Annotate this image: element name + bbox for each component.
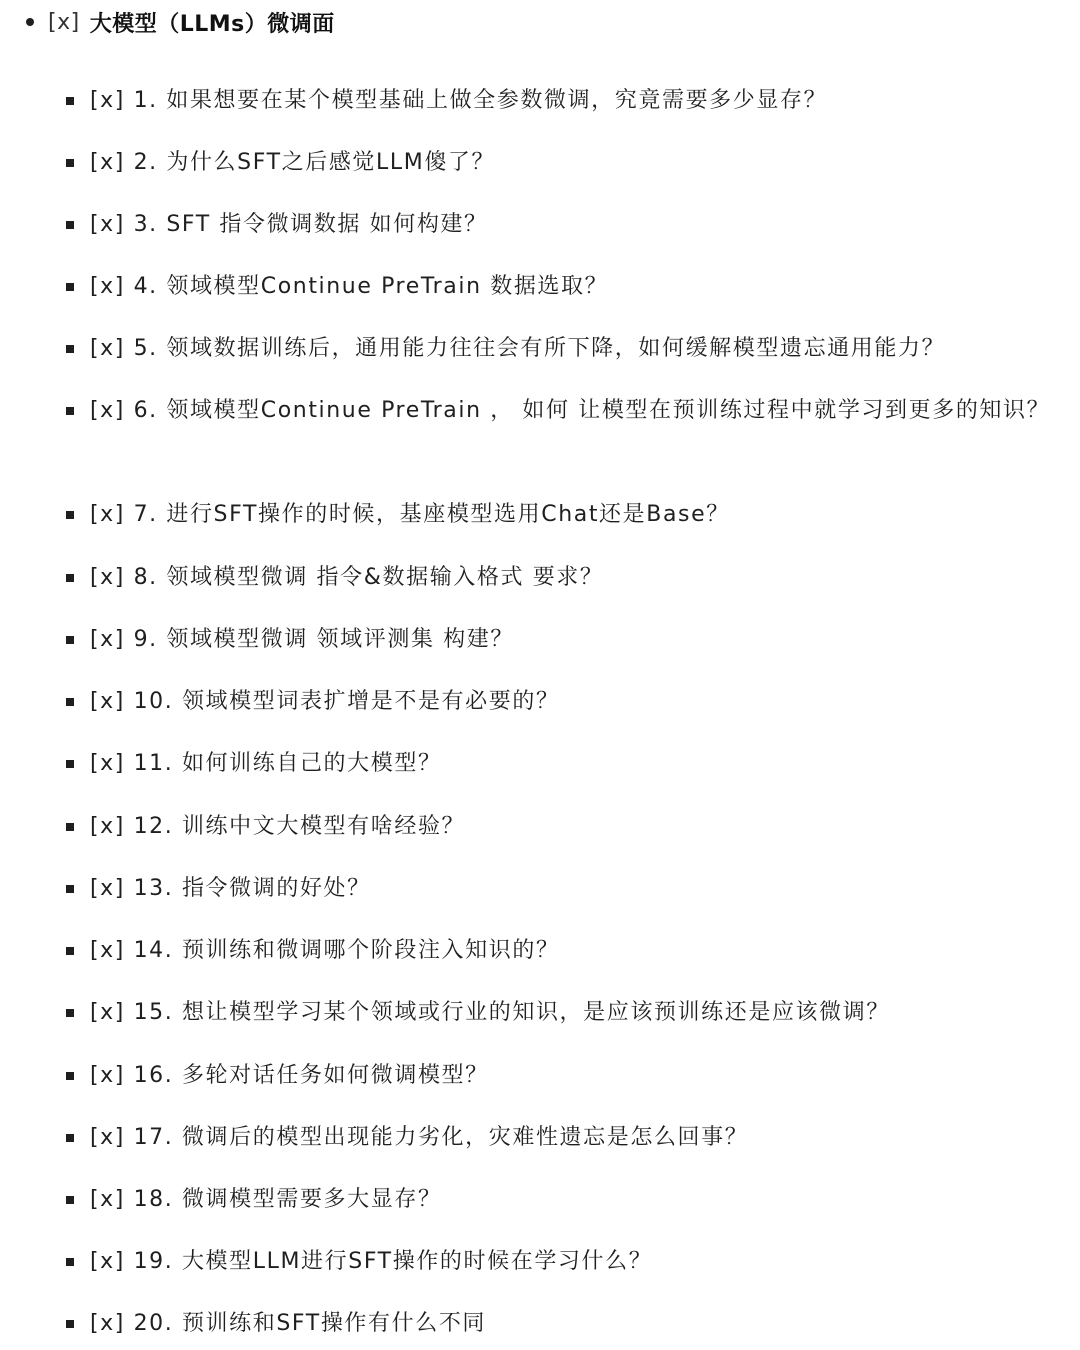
checked-marker: [x] bbox=[48, 9, 80, 35]
square-bullet-icon bbox=[66, 885, 74, 893]
list-item bbox=[66, 494, 1076, 536]
list-item bbox=[66, 1241, 1076, 1283]
question-text: [x] 12. 训练中文大模型有啥经验？ bbox=[90, 814, 466, 839]
list-item bbox=[66, 328, 1076, 370]
square-bullet-icon bbox=[66, 97, 74, 105]
question-text: [x] 1. 如果想要在某个模型基础上做全参数微调，究竟需要多少显存？ bbox=[90, 88, 828, 113]
list-item bbox=[66, 80, 1076, 122]
list-item bbox=[66, 806, 1076, 848]
square-bullet-icon bbox=[66, 407, 74, 415]
list-item bbox=[66, 266, 1076, 308]
question-text: [x] 19. 大模型LLM进行SFT操作的时候在学习什么？ bbox=[90, 1249, 653, 1274]
question-text: [x] 13. 指令微调的好处？ bbox=[90, 876, 371, 901]
question-text: [x] 18. 微调模型需要多大显存？ bbox=[90, 1187, 442, 1212]
list-item bbox=[66, 1117, 1076, 1159]
square-bullet-icon bbox=[66, 1009, 74, 1017]
square-bullet-icon bbox=[66, 823, 74, 831]
question-text: [x] 11. 如何训练自己的大模型？ bbox=[90, 751, 442, 776]
question-text: [x] 6. 领域模型Continue PreTrain ， 如何 让模型在预训练过程中就学习到更多的知识？ bbox=[90, 398, 1051, 423]
list-item bbox=[66, 557, 1076, 599]
square-bullet-icon bbox=[66, 1072, 74, 1080]
square-bullet-icon bbox=[66, 221, 74, 229]
question-text: [x] 20. 预训练和SFT操作有什么不同 bbox=[90, 1311, 487, 1336]
question-text: [x] 9. 领域模型微调 领域评测集 构建？ bbox=[90, 627, 514, 652]
list-item bbox=[66, 619, 1076, 661]
list-item bbox=[66, 390, 1076, 432]
list-item bbox=[66, 204, 1076, 246]
square-bullet-icon bbox=[66, 1320, 74, 1328]
question-text: [x] 3. SFT 指令微调数据 如何构建？ bbox=[90, 212, 488, 237]
list-item bbox=[66, 868, 1076, 910]
list-item bbox=[66, 1179, 1076, 1221]
question-text: [x] 5. 领域数据训练后，通用能力往往会有所下降，如何缓解模型遗忘通用能力？ bbox=[90, 336, 946, 361]
question-text: [x] 15. 想让模型学习某个领域或行业的知识，是应该预训练还是应该微调？ bbox=[90, 1000, 890, 1025]
square-bullet-icon bbox=[66, 574, 74, 582]
square-bullet-icon bbox=[66, 159, 74, 167]
square-bullet-icon bbox=[66, 760, 74, 768]
question-text: [x] 10. 领域模型词表扩增是不是有必要的？ bbox=[90, 689, 560, 714]
question-text: [x] 17. 微调后的模型出现能力劣化，灾难性遗忘是怎么回事？ bbox=[90, 1125, 749, 1150]
list-item bbox=[66, 681, 1076, 723]
square-bullet-icon bbox=[66, 1134, 74, 1142]
question-text: [x] 16. 多轮对话任务如何微调模型？ bbox=[90, 1063, 489, 1088]
section-title: 大模型（LLMs）微调面 bbox=[89, 11, 335, 37]
square-bullet-icon bbox=[66, 947, 74, 955]
list-item bbox=[66, 992, 1076, 1034]
square-bullet-icon bbox=[66, 698, 74, 706]
square-bullet-icon bbox=[66, 345, 74, 353]
question-text: [x] 2. 为什么SFT之后感觉LLM傻了？ bbox=[90, 150, 496, 175]
square-bullet-icon bbox=[66, 511, 74, 519]
list-item bbox=[66, 930, 1076, 972]
square-bullet-icon bbox=[66, 1258, 74, 1266]
question-text: [x] 8. 领域模型微调 指令&数据输入格式 要求？ bbox=[90, 565, 604, 590]
bullet-dot-icon bbox=[26, 18, 34, 26]
square-bullet-icon bbox=[66, 1196, 74, 1204]
list-item bbox=[66, 1055, 1076, 1097]
list-item bbox=[66, 1303, 1076, 1345]
square-bullet-icon bbox=[66, 283, 74, 291]
list-item bbox=[66, 743, 1076, 785]
question-text: [x] 4. 领域模型Continue PreTrain 数据选取？ bbox=[90, 274, 609, 299]
top-list-item bbox=[26, 4, 335, 40]
square-bullet-icon bbox=[66, 636, 74, 644]
list-item bbox=[66, 142, 1076, 184]
question-text: [x] 14. 预训练和微调哪个阶段注入知识的？ bbox=[90, 938, 560, 963]
question-text: [x] 7. 进行SFT操作的时候，基座模型选用Chat还是Base？ bbox=[90, 502, 730, 527]
